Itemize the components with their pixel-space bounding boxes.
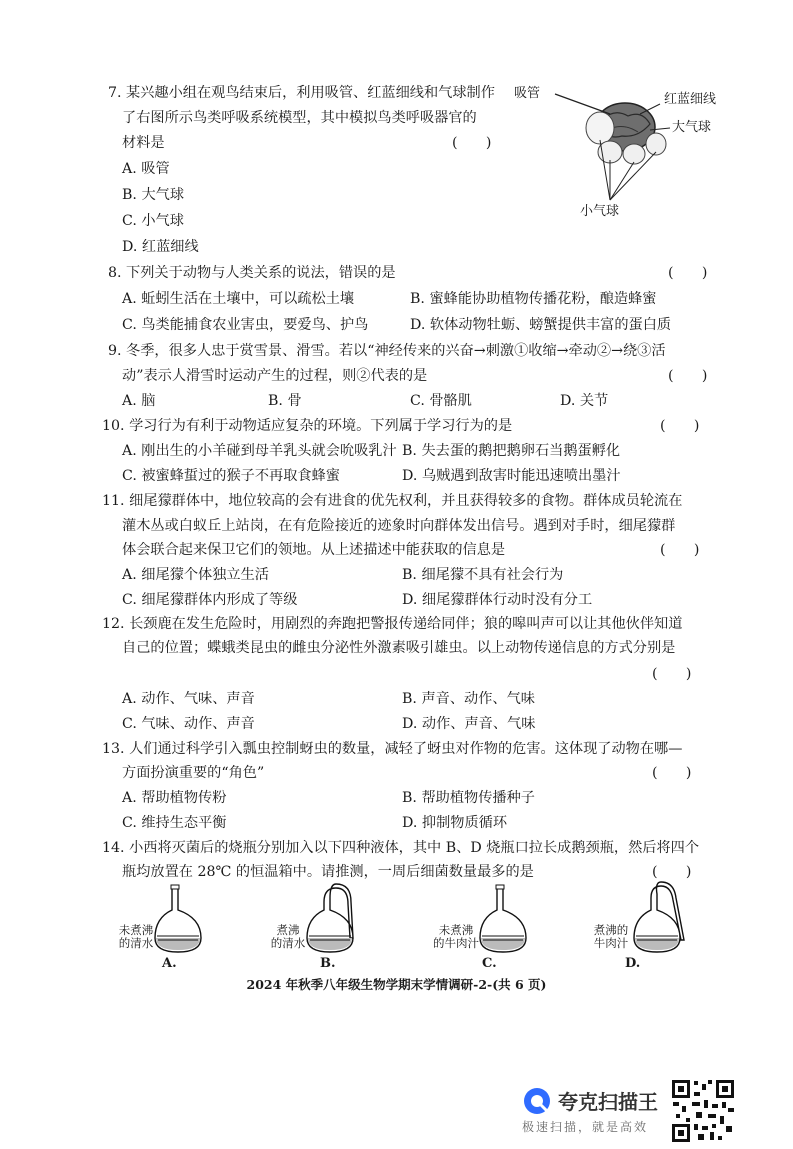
- q7-figure: [510, 80, 730, 230]
- flask-a-label-line-1: 未煮沸: [118, 923, 154, 937]
- q7-option-d: D. 红蓝细线: [122, 239, 199, 255]
- flask-c-label-line-2: 的牛肉汁: [433, 936, 479, 950]
- q9-answer-paren: ( ): [668, 368, 708, 384]
- q11-stem-line-2: 灌木丛或白蚁丘上站岗，在有危险接近的迹象时向群体发出信号。遇到对手时，细尾獴群: [122, 518, 676, 534]
- q13-stem-line-2: 方面扮演重要的“角色”: [122, 765, 265, 781]
- q7-stem-line-3: 材料是: [122, 135, 165, 151]
- qr-code-icon: [670, 1078, 736, 1144]
- q10-option-c: C. 被蜜蜂蜇过的猴子不再取食蜂蜜: [122, 468, 340, 484]
- flask-a-letter: A.: [162, 956, 177, 971]
- q12-answer-paren: ( ): [652, 666, 692, 682]
- q13-answer-paren: ( ): [652, 765, 692, 781]
- flask-a: [115, 880, 235, 970]
- flask-a-label-line-2: 的清水: [118, 936, 154, 950]
- flask-c: [430, 880, 550, 970]
- q10-answer-paren: ( ): [660, 418, 700, 434]
- watermark-slogan: 极速扫描，就是高效: [522, 1120, 649, 1134]
- flask-d-letter: D.: [625, 956, 641, 971]
- q14-answer-paren: ( ): [652, 864, 692, 880]
- q12-option-b: B. 声音、动作、气味: [402, 691, 535, 707]
- q12-option-a: A. 动作、气味、声音: [122, 691, 255, 707]
- flask-d-label-line-1: 煮沸的: [593, 923, 629, 937]
- flask-c-letter: C.: [482, 956, 497, 971]
- label-threads: 红蓝细线: [664, 92, 717, 107]
- q10-option-d: D. 乌贼遇到敌害时能迅速喷出墨汁: [402, 468, 621, 484]
- q12-option-c: C. 气味、动作、声音: [122, 716, 255, 732]
- q9-option-c: C. 骨骼肌: [410, 393, 472, 409]
- q7-answer-paren: ( ): [452, 135, 492, 151]
- flask-b: [268, 880, 388, 970]
- q14-stem-line-2: 瓶均放置在 28℃ 的恒温箱中。请推测，一周后细菌数量最多的是: [122, 864, 534, 880]
- flask-d: [585, 880, 705, 970]
- q7-option-a: A. 吸管: [122, 161, 170, 177]
- q8-option-b: B. 蜜蜂能协助植物传播花粉，酿造蜂蜜: [410, 291, 657, 307]
- q10-option-b: B. 失去蛋的鹅把鹅卵石当鹅蛋孵化: [402, 443, 621, 459]
- label-small-balloon: 小气球: [580, 204, 620, 219]
- flask-c-label-line-1: 未煮沸: [438, 923, 474, 937]
- label-big-balloon: 大气球: [672, 120, 712, 135]
- label-straw: 吸管: [514, 86, 541, 101]
- flask-b-label-line-1: 煮沸: [276, 923, 300, 937]
- page-footer: 2024 年秋季八年级生物学期末学情调研-2-(共 6 页): [246, 977, 547, 992]
- quark-logo-icon: [522, 1086, 552, 1116]
- q9-stem-line-1: 9. 冬季，很多人忠于赏雪景、滑雪。若以“神经传来的兴奋→刺激①收缩→牵动②→绕③活: [108, 343, 666, 359]
- q13-option-c: C. 维持生态平衡: [122, 815, 227, 831]
- q11-option-c: C. 细尾獴群体内形成了等级: [122, 592, 298, 608]
- q14-stem-line-1: 14. 小西将灭菌后的烧瓶分别加入以下四种液体，其中 B、D 烧瓶口拉长成鹅颈瓶，然后将四个: [102, 840, 700, 856]
- q12-option-d: D. 动作、声音、气味: [402, 716, 536, 732]
- flask-d-label-line-2: 牛肉汁: [593, 936, 629, 950]
- q10-option-a: A. 刚出生的小羊碰到母羊乳头就会吮吸乳汁: [122, 443, 397, 459]
- q7-stem-line-2: 了右图所示鸟类呼吸系统模型，其中模拟鸟类呼吸器官的: [122, 110, 477, 126]
- q8-option-c: C. 鸟类能捕食农业害虫，要爱鸟、护鸟: [122, 317, 369, 333]
- q9-option-d: D. 关节: [560, 393, 609, 409]
- q8-option-d: D. 软体动物牡蛎、螃蟹提供丰富的蛋白质: [410, 317, 672, 333]
- q11-stem-line-1: 11. 细尾獴群体中，地位较高的会有进食的优先权利，并且获得较多的食物。群体成员轮流在: [102, 493, 683, 509]
- q11-answer-paren: ( ): [660, 542, 700, 558]
- q9-option-a: A. 脑: [122, 393, 156, 409]
- q8-answer-paren: ( ): [668, 265, 708, 281]
- q10-stem: 10. 学习行为有利于动物适应复杂的环境。下列属于学习行为的是: [102, 418, 513, 434]
- q11-stem-line-3: 体会联合起来保卫它们的领地。从上述描述中能获取的信息是: [122, 542, 506, 558]
- q7-option-b: B. 大气球: [122, 187, 185, 203]
- q9-option-b: B. 骨: [268, 393, 302, 409]
- q13-stem-line-1: 13. 人们通过科学引入瓢虫控制蚜虫的数量，减轻了蚜虫对作物的危害。这体现了动物在哪—: [102, 741, 683, 757]
- q11-option-a: A. 细尾獴个体独立生活: [122, 567, 269, 583]
- q12-stem-line-1: 12. 长颈鹿在发生危险时，用剧烈的奔跑把警报传递给同伴；狼的嗥叫声可以让其他伙伴知道: [102, 616, 683, 632]
- watermark-name: 夸克扫描王: [558, 1090, 658, 1114]
- q11-option-b: B. 细尾獴不具有社会行为: [402, 567, 564, 583]
- q13-option-d: D. 抑制物质循环: [402, 815, 508, 831]
- flask-b-letter: B.: [320, 956, 336, 971]
- q7-stem-line-1: 7. 某兴趣小组在观鸟结束后，利用吸管、红蓝细线和气球制作: [108, 85, 495, 101]
- q8-stem: 8. 下列关于动物与人类关系的说法，错误的是: [108, 265, 396, 281]
- q12-stem-line-2: 自己的位置；蝶蛾类昆虫的雌虫分泌性外激素吸引雄虫。以上动物传递信息的方式分别是: [122, 640, 676, 656]
- q9-stem-line-2: 动”表示人滑雪时运动产生的过程，则②代表的是: [122, 368, 428, 384]
- q13-option-b: B. 帮助植物传播种子: [402, 790, 535, 806]
- q7-option-c: C. 小气球: [122, 213, 184, 229]
- q8-option-a: A. 蚯蚓生活在土壤中，可以疏松土壤: [122, 291, 355, 307]
- q13-option-a: A. 帮助植物传粉: [122, 790, 227, 806]
- flask-b-label-line-2: 的清水: [270, 936, 306, 950]
- q11-option-d: D. 细尾獴群体行动时没有分工: [402, 592, 593, 608]
